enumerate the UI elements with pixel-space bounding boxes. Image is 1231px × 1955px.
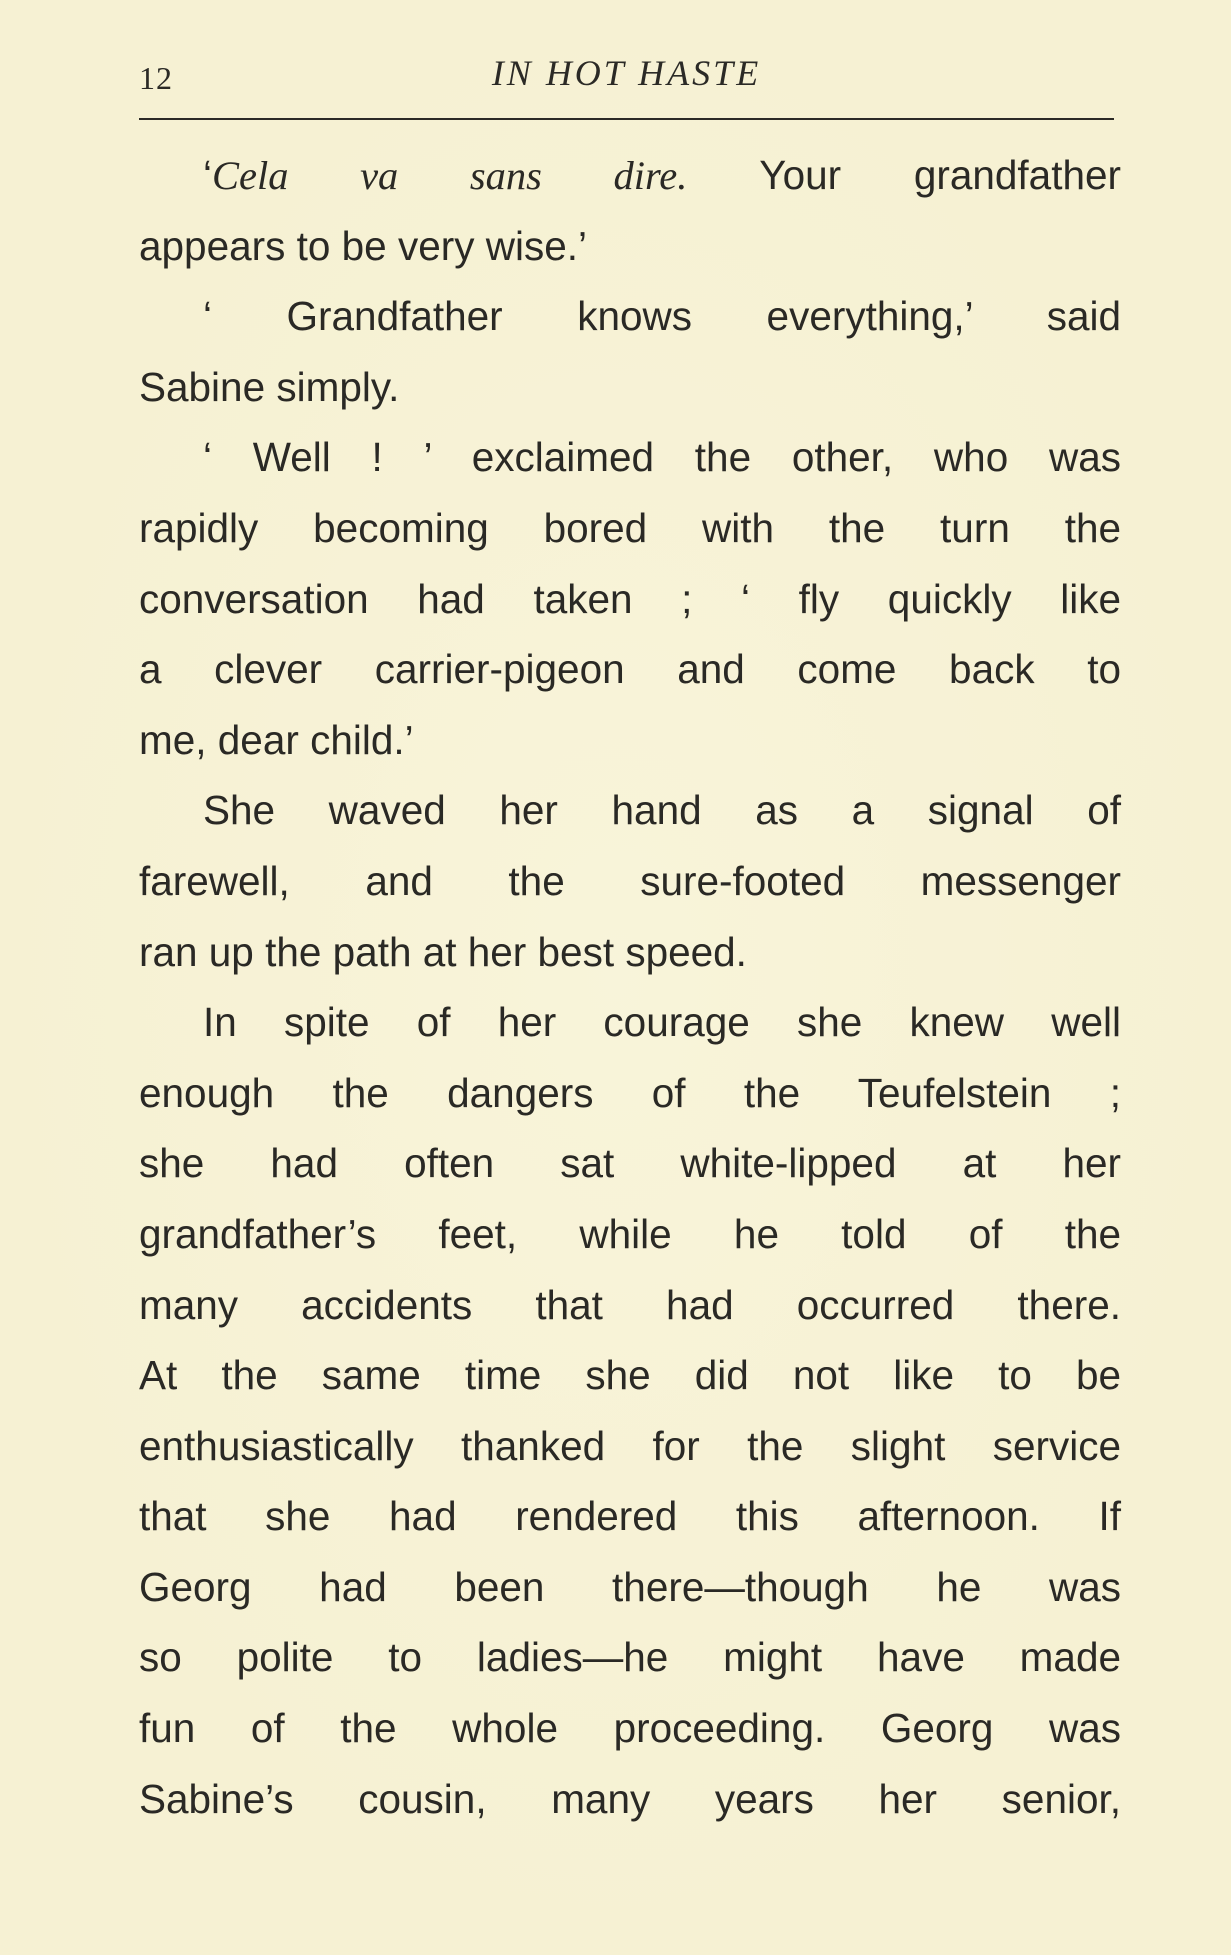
text-line: farewell, and the sure-footed messenger xyxy=(139,857,1121,904)
text-line: grandfather’s feet, while he told of the xyxy=(139,1210,1121,1257)
page-number: 12 xyxy=(139,60,173,96)
text-line: ran up the path at her best speed. xyxy=(139,928,747,975)
text-line: many accidents that had occurred there. xyxy=(139,1281,1121,1328)
line-text: Your grandfather xyxy=(687,152,1121,198)
text-line: She waved her hand as a signal of xyxy=(203,787,1121,834)
quote-mark: ‘ xyxy=(203,152,212,198)
text-line: enthusiastically thanked for the slight service xyxy=(139,1422,1121,1469)
text-line: she had often sat white-lipped at her xyxy=(139,1140,1121,1187)
body-text xyxy=(139,140,1121,1834)
text-line xyxy=(139,140,1121,211)
page-header xyxy=(139,48,1114,98)
text-line: Sabine’s cousin, many years her senior, xyxy=(139,1775,1121,1822)
text-line: rapidly becoming bored with the turn the xyxy=(139,504,1121,551)
text-line: enough the dangers of the Teufelstein ; xyxy=(139,1069,1121,1116)
running-title: IN HOT HASTE xyxy=(491,53,762,93)
text-line: that she had rendered this afternoon. If xyxy=(139,1493,1121,1540)
text-line: ‘ Grandfather knows everything,’ said xyxy=(203,293,1121,340)
text-line: a clever carrier-pigeon and come back to xyxy=(139,646,1121,693)
text-line: ‘ Well ! ’ exclaimed the other, who was xyxy=(203,434,1121,481)
text-line: fun of the whole proceeding. Georg was xyxy=(139,1705,1121,1752)
text-line: so polite to ladies—he might have made xyxy=(139,1634,1121,1681)
text-line: Sabine simply. xyxy=(139,363,400,410)
text-line: Georg had been there—though he was xyxy=(139,1563,1121,1610)
text-line: In spite of her courage she knew well xyxy=(203,999,1121,1046)
text-line: At the same time she did not like to be xyxy=(139,1352,1121,1399)
text-line: appears to be very wise.’ xyxy=(139,222,587,269)
text-line: conversation had taken ; ‘ fly quickly like xyxy=(139,575,1121,622)
header-rule xyxy=(139,118,1114,120)
text-line: me, dear child.’ xyxy=(139,716,414,763)
italic-phrase: Cela va sans dire. xyxy=(212,153,688,198)
